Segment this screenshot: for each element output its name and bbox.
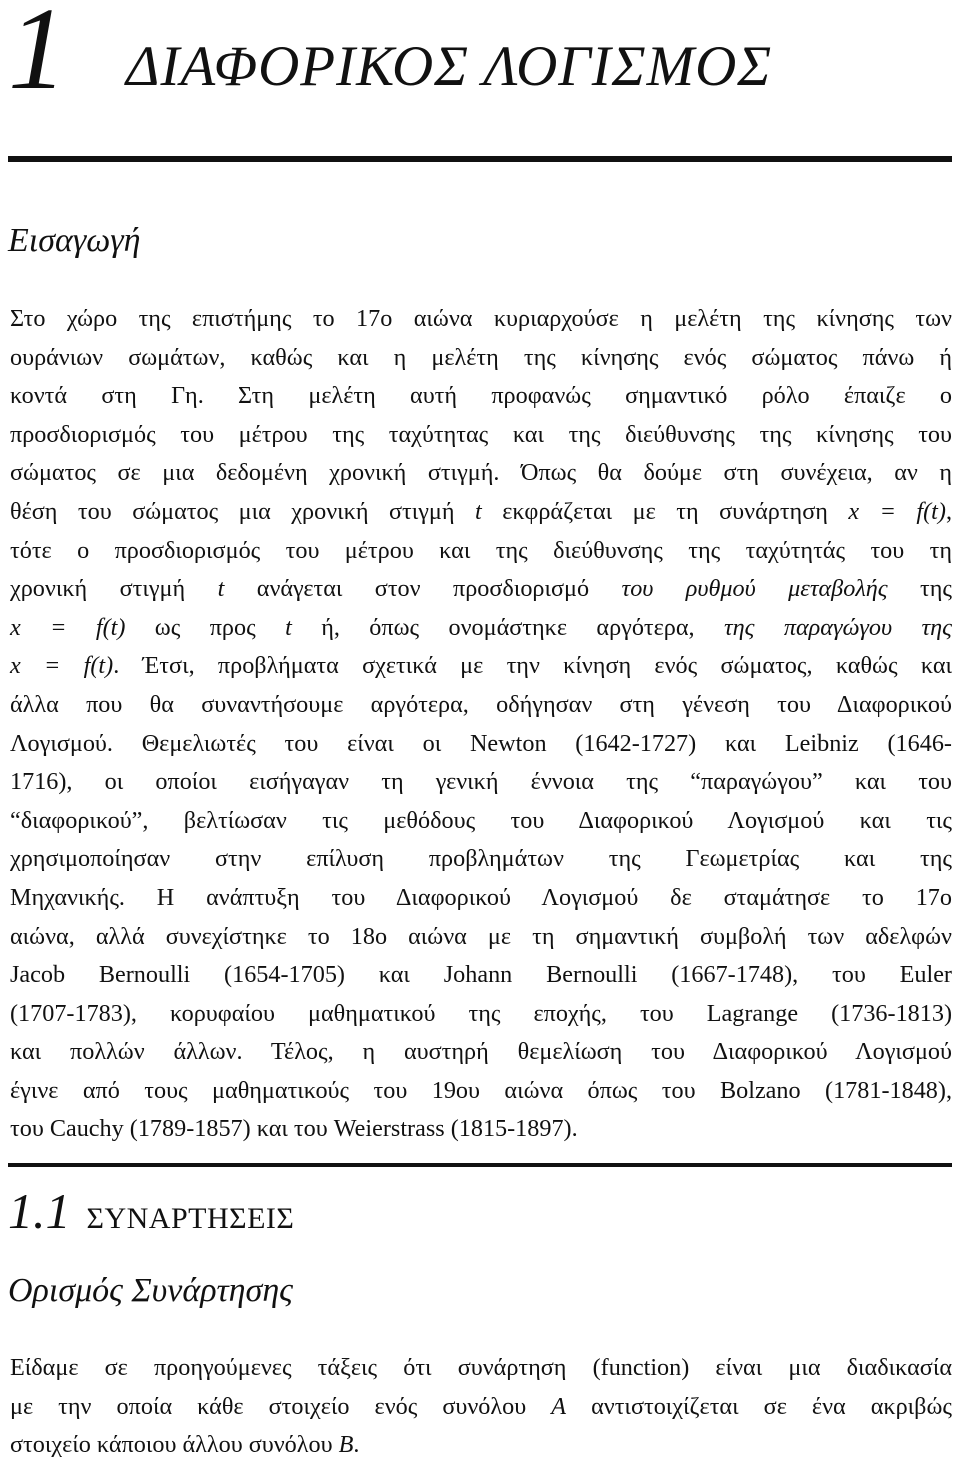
text-line	[10, 609, 952, 648]
text-run: της	[887, 575, 952, 603]
text-run: και πολλών άλλων. Τέλος, η αυστηρή θεμελίωση του Διαφορικού Λογισμού	[10, 1038, 952, 1066]
text-run: στοιχείο κάποιου άλλου συνόλου	[10, 1431, 339, 1459]
text-line	[10, 802, 952, 841]
text-run: ανάγεται στον προσδιορισμό	[224, 575, 622, 603]
text-line	[10, 300, 952, 339]
math-expression: t	[285, 613, 292, 641]
text-line	[10, 454, 952, 493]
text-run: “διαφορικού”, βελτίωσαν τις μεθόδους του Διαφορικού Λογισμού και τις	[10, 806, 952, 834]
text-line	[10, 570, 952, 609]
text-line	[10, 1072, 952, 1111]
text-run: με την οποία κάθε στοιχείο ενός συνόλου	[10, 1392, 552, 1420]
text-run: Λογισμού. Θεμελιωτές του είναι οι Newton (1642-1727) και Leibniz (1646-	[10, 729, 952, 757]
text-run: . Έτσι, προβλήματα σχετικά με την κίνηση ενός σώματος, καθώς και	[113, 652, 952, 680]
section-divider	[8, 1163, 952, 1167]
text-run: Jacob Bernoulli (1654-1705) και Johann Bernoulli (1667-1748), του Euler	[10, 961, 952, 989]
text-run: σώματος σε μια δεδομένη χρονική στιγμή. Όπως θα δούμε στη συνέχεια, αν η	[10, 459, 952, 487]
chapter-number: 1	[8, 0, 67, 114]
text-line	[10, 339, 952, 378]
text-line	[10, 956, 952, 995]
text-run: Στο χώρο της επιστήμης το 17ο αιώνα κυριαρχούσε η μελέτη της κίνησης των	[10, 305, 952, 332]
math-expression: x = f(t)	[10, 613, 126, 641]
math-expression: B	[338, 1431, 354, 1459]
text-run: έγινε από τους μαθηματικούς του 19ου αιώνα όπως του Bolzano (1781-1848),	[10, 1076, 952, 1104]
text-line	[10, 1033, 952, 1072]
text-line	[10, 493, 952, 532]
text-run: ή, όπως ονομάστηκε αργότερα,	[291, 613, 724, 641]
text-run: ουράνιων σωμάτων, καθώς και η μελέτη της κίνησης ενός σώματος πάνω ή	[10, 343, 952, 371]
text-run: Είδαμε σε προηγούμενες τάξεις ότι συνάρτηση (function) είναι μια διαδικασία	[10, 1354, 952, 1381]
text-line	[10, 1426, 952, 1465]
text-line	[10, 995, 952, 1034]
text-run: χρονική στιγμή	[10, 575, 218, 603]
text-run: αντιστοιχίζεται σε ένα ακριβώς	[566, 1392, 952, 1420]
text-line	[10, 1110, 952, 1149]
intro-paragraph	[10, 300, 952, 1149]
chapter-divider	[8, 156, 952, 162]
text-run: του Cauchy (1789-1857) και του Weierstrass (1815-1897).	[10, 1115, 578, 1143]
text-line	[10, 879, 952, 918]
emphasized-text: του ρυθμού μεταβολής	[621, 575, 888, 603]
text-run: ,	[945, 497, 953, 525]
text-run: αιώνα, αλλά συνεχίστηκε το 18ο αιώνα με τη σημαντική συμβολή των αδελφών	[10, 922, 952, 950]
text-run: .	[353, 1431, 360, 1459]
text-run: άλλα που θα συναντήσουμε αργότερα, οδήγησαν στη γένεση του Διαφορικού	[10, 690, 952, 718]
text-run: προσδιορισμός του μέτρου της ταχύτητας και της διεύθυνσης της κίνησης του	[10, 420, 952, 448]
text-line	[10, 763, 952, 802]
math-expression: t	[217, 575, 225, 603]
emphasized-text: της παραγώγου της	[724, 613, 952, 641]
text-line	[10, 686, 952, 725]
text-run: ως προς	[125, 613, 286, 641]
section-number: 1.1	[8, 1183, 71, 1239]
text-run: θέση του σώματος μια χρονική στιγμή	[10, 497, 476, 525]
math-expression: x = f(t)	[10, 652, 114, 680]
text-line	[10, 840, 952, 879]
math-expression: t	[475, 497, 482, 525]
text-line	[10, 416, 952, 455]
text-line	[10, 647, 952, 686]
section-title: ΣΥΝΑΡΤΗΣΕΙΣ	[86, 1202, 295, 1235]
text-line	[10, 532, 952, 571]
text-run: χρησιμοποίησαν στην επίλυση προβλημάτων της Γεωμετρίας και της	[10, 845, 952, 873]
text-run: εκφράζεται με τη συνάρτηση	[481, 497, 849, 525]
text-line	[10, 918, 952, 957]
text-run: Μηχανικής. Η ανάπτυξη του Διαφορικού Λογισμού δε σταμάτησε το 17ο	[10, 883, 952, 911]
text-run: (1707-1783), κορυφαίου μαθηματικού της εποχής, του Lagrange (1736-1813)	[10, 999, 952, 1027]
intro-heading: Εισαγωγή	[8, 222, 141, 259]
text-run: κοντά στη Γη. Στη μελέτη αυτή προφανώς σημαντικό ρόλο έπαιζε ο	[10, 382, 952, 410]
section-header	[8, 1182, 294, 1240]
text-run: τότε ο προσδιορισμός του μέτρου και της διεύθυνσης της ταχύτητάς του τη	[10, 536, 952, 564]
text-line	[10, 1349, 952, 1388]
math-expression: x = f(t)	[848, 497, 946, 525]
text-line	[10, 377, 952, 416]
math-expression: A	[551, 1392, 567, 1420]
text-line	[10, 1388, 952, 1427]
definition-paragraph	[10, 1349, 952, 1465]
chapter-title: ΔΙΑΦΟΡΙΚΟΣ ΛΟΓΙΣΜΟΣ	[126, 35, 773, 98]
text-line	[10, 725, 952, 764]
text-run: 1716), οι οποίοι εισήγαγαν τη γενική έννοια της “παραγώγου” και του	[10, 768, 952, 796]
definition-heading: Ορισμός Συνάρτησης	[8, 1272, 293, 1309]
